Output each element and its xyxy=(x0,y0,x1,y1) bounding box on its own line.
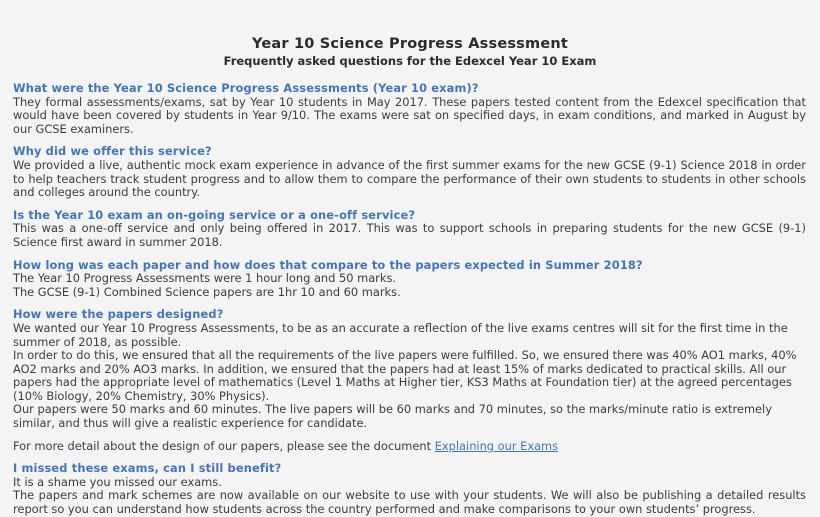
faq-answer: It is a shame you missed our exams. xyxy=(13,474,222,489)
faq-question: How long was each paper and how does that compare to the papers expected in Summer 2018? xyxy=(13,257,643,272)
page-subtitle: Frequently asked questions for the Edexcel Year 10 Exam xyxy=(223,54,597,68)
faq-answer: In order to do this, we ensured that all the requirements of the live papers were fulfilled. So, we ensured there was 40% AO1 marks, 40% AO2 marks and 20% AO3 marks. In addition, we ensured that the papers had at least 15% of marks dedicated to practical skills. All our papers had the appropriate level of mathematics (Level 1 Maths at Higher tier, KS3 Maths at Foundation tier) at the agreed percentages (10% Biology, 20% Chemistry, 30% Physics). xyxy=(13,348,797,403)
faq-answer: The Year 10 Progress Assessments were 1 hour long and 50 marks. xyxy=(13,271,397,286)
faq-item xyxy=(13,145,806,199)
faq-answer: We wanted our Year 10 Progress Assessments, to be as an accurate a reflection of the live exams centres will sit for the first time in the summer of 2018, as possible. xyxy=(13,320,788,349)
explaining-our-exams-link[interactable]: Explaining our Exams xyxy=(434,438,559,453)
reference-text xyxy=(13,440,806,454)
faq-question: What were the Year 10 Science Progress Assessments (Year 10 exam)? xyxy=(13,81,479,95)
document-header xyxy=(0,0,820,68)
faq-item xyxy=(13,259,806,300)
faq-question: Is the Year 10 exam an on-going service or a one-off service? xyxy=(13,207,416,222)
faq-content xyxy=(0,82,820,517)
document-reference-paragraph xyxy=(13,440,806,454)
faq-answer: Our papers were 50 marks and 60 minutes. The live papers will be 60 marks and 70 minutes, so the marks/minute ratio is extremely similar, and thus will give a realistic experience for candidate. xyxy=(13,402,772,431)
faq-question: Why did we offer this service? xyxy=(13,144,212,159)
faq-question: I missed these exams, can I still benefit? xyxy=(13,461,282,476)
faq-answer: They formal assessments/exams, sat by Year 10 students in May 2017. These papers tested content from the Edexcel specification that would have been covered by students in Year 9/10. The exams were sat on specified days, in exam conditions, and marked in August by our GCSE examiners. xyxy=(13,94,806,136)
faq-item xyxy=(13,209,806,250)
faq-answer: The papers and mark schemes are now available on our website to use with your students. We will also be publishing a detailed results report so you can understand how students across the country performed and make comparisons to your own students’ progress. xyxy=(13,488,806,517)
faq-item xyxy=(13,82,806,136)
faq-answer: This was a one-off service and only being offered in 2017. This was to support schools in preparing students for the new GCSE (9-1) Science first award in summer 2018. xyxy=(13,221,806,249)
page-title: Year 10 Science Progress Assessment xyxy=(251,36,569,52)
faq-answer: The GCSE (9-1) Combined Science papers are 1hr 10 and 60 marks. xyxy=(13,284,401,299)
faq-item xyxy=(13,462,806,516)
faq-answer: We provided a live, authentic mock exam experience in advance of the first summer exams for the new GCSE (9-1) Science 2018 in order to help teachers track student progress and to allow them to compare the performance of their own students to students in other schools and colleges around the country. xyxy=(13,157,806,200)
faq-question: How were the papers designed? xyxy=(13,307,224,322)
reference-prefix: For more detail about the design of our papers, please see the document xyxy=(13,438,435,453)
faq-item xyxy=(13,308,806,430)
